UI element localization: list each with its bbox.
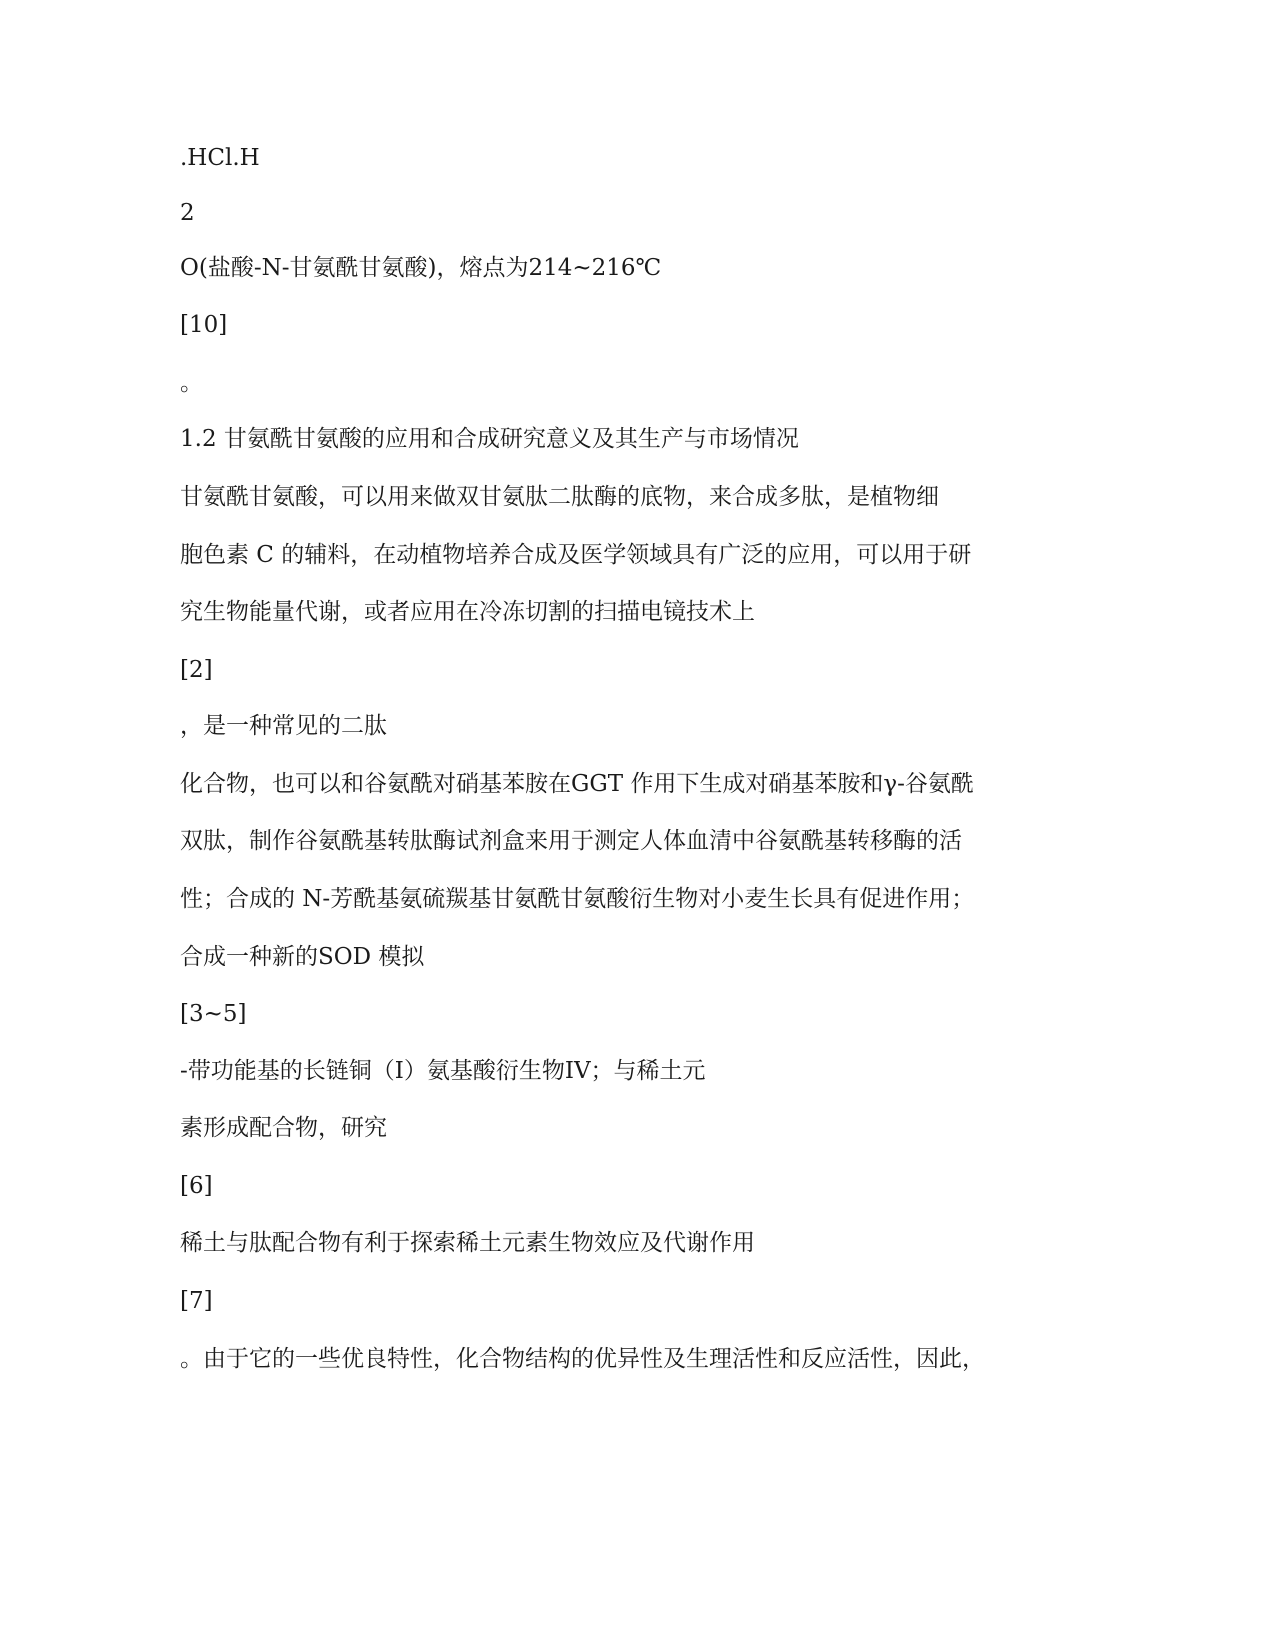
text-line: 性；合成的 N-芳酰基氨硫羰基甘氨酰甘氨酸衍生物对小麦生长具有促进作用； [180, 886, 975, 912]
text-line: 甘氨酰甘氨酸，可以用来做双甘氨肽二肽酶的底物，来合成多肽，是植物细 [180, 484, 939, 510]
text-line: 合成一种新的SOD 模拟 [180, 944, 425, 970]
text-line: 究生物能量代谢，或者应用在冷冻切割的扫描电镜技术上 [180, 599, 755, 625]
text-line: 素形成配合物，研究 [180, 1115, 387, 1141]
citation-marker: [7] [180, 1288, 213, 1314]
text-line: .HCl.H [180, 145, 260, 171]
text-line: 化合物，也可以和谷氨酰对硝基苯胺在GGT 作用下生成对硝基苯胺和γ-谷氨酰 [180, 771, 974, 797]
citation-marker: [3~5] [180, 1001, 247, 1027]
citation-marker: [6] [180, 1173, 213, 1199]
citation-marker: [10] [180, 312, 228, 338]
citation-marker: [2] [180, 657, 213, 683]
text-line: -带功能基的长链铜（I）氨基酸衍生物IV；与稀土元 [180, 1058, 706, 1084]
text-line: ，是一种常见的二肽 [180, 713, 387, 739]
text-line: 。 [180, 370, 203, 396]
text-line: O(盐酸-N-甘氨酰甘氨酸)，熔点为214~216℃ [180, 255, 662, 281]
text-line: 双肽，制作谷氨酰基转肽酶试剂盒来用于测定人体血清中谷氨酰基转移酶的活 [180, 828, 962, 854]
text-line: 胞色素 C 的辅料，在动植物培养合成及医学领域具有广泛的应用，可以用于研 [180, 542, 972, 568]
text-line: 。由于它的一些优良特性，化合物结构的优异性及生理活性和反应活性，因此， [180, 1346, 985, 1372]
section-heading: 1.2 甘氨酰甘氨酸的应用和合成研究意义及其生产与市场情况 [180, 426, 799, 452]
text-line: 2 [180, 200, 195, 226]
text-line: 稀土与肽配合物有利于探索稀土元素生物效应及代谢作用 [180, 1230, 755, 1256]
